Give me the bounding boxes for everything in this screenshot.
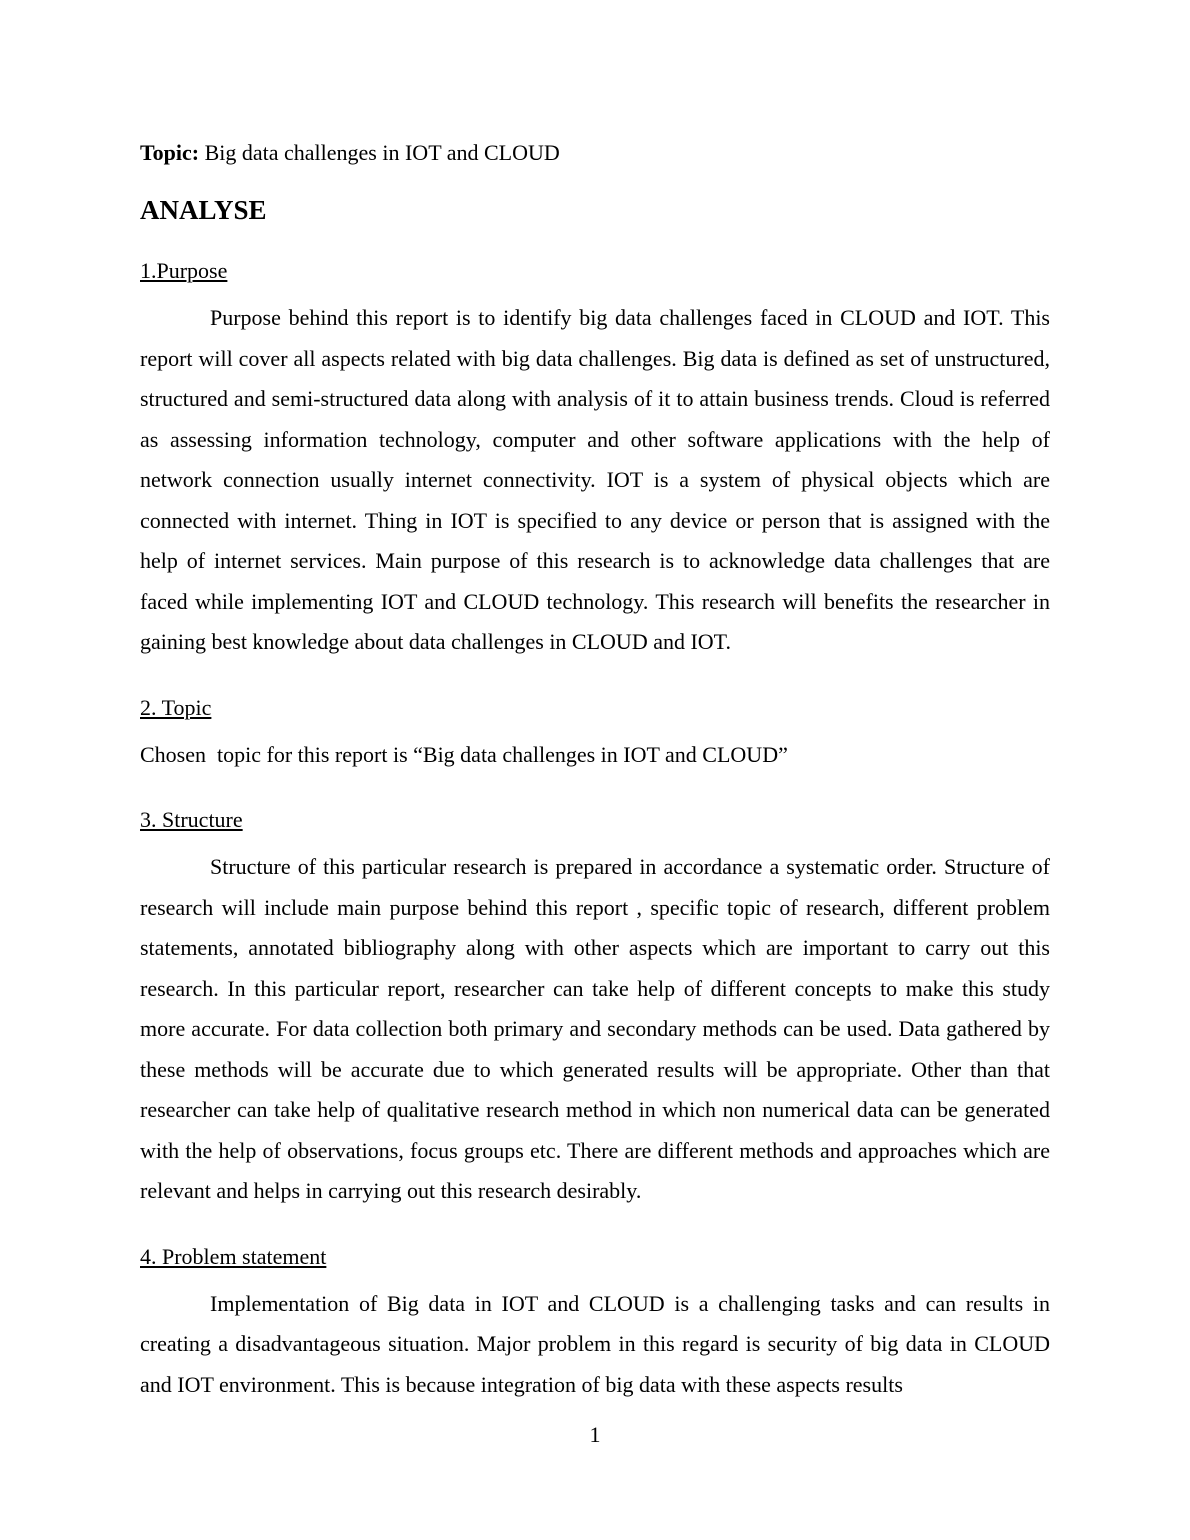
section-heading-topic: 2. Topic	[140, 694, 212, 720]
section-heading-problem-statement: 4. Problem statement	[140, 1243, 327, 1269]
section-body-structure: Structure of this particular research is prepared in accordance a systematic order. Structure of research will include main purpose behind this report , specific topic of research, different problem statements, annotated bibliography along with other aspects which are important to carry out this research. In this particular report, researcher can take help of different concepts to make this study more accurate. For data collection both primary and secondary methods can be used. Data gathered by these methods will be accurate due to which generated results will be appropriate. Other than that researcher can take help of qualitative research method in which non numerical data can be generated with the help of observations, focus groups etc. There are different methods and approaches which are relevant and helps in carrying out this research desirably.	[140, 854, 1050, 1203]
section-body-topic: Chosen topic for this report is “Big data challenges in IOT and CLOUD”	[140, 741, 788, 767]
topic-line	[140, 138, 1050, 168]
section-heading-structure: 3. Structure	[140, 807, 243, 832]
section-heading-purpose: 1.Purpose	[140, 258, 228, 283]
topic-label: Topic:	[140, 140, 200, 165]
page-number: 1	[589, 1422, 601, 1447]
section-body-problem-statement: Implementation of Big data in IOT and CLOUD is a challenging tasks and can results in creating a disadvantageous situation. Major problem in this regard is security of big data in CLOUD and IOT environment. This is because integration of big data with these aspects results	[140, 1290, 1050, 1397]
document-title: ANALYSE	[140, 195, 267, 225]
topic-text: Big data challenges in IOT and CLOUD	[204, 140, 560, 165]
section-body-purpose: Purpose behind this report is to identify big data challenges faced in CLOUD and IOT. This report will cover all aspects related with big data challenges. Big data is defined as set of unstructured, structured and semi-structured data along with analysis of it to attain business trends. Cloud is referred as assessing information technology, computer and other software applications with the help of network connection usually internet connectivity. IOT is a system of physical objects which are connected with internet. Thing in IOT is specified to any device or person that is assigned with the help of internet services. Main purpose of this research is to acknowledge data challenges that are faced while implementing IOT and CLOUD technology. This research will benefits the researcher in gaining best knowledge about data challenges in CLOUD and IOT.	[140, 305, 1050, 654]
